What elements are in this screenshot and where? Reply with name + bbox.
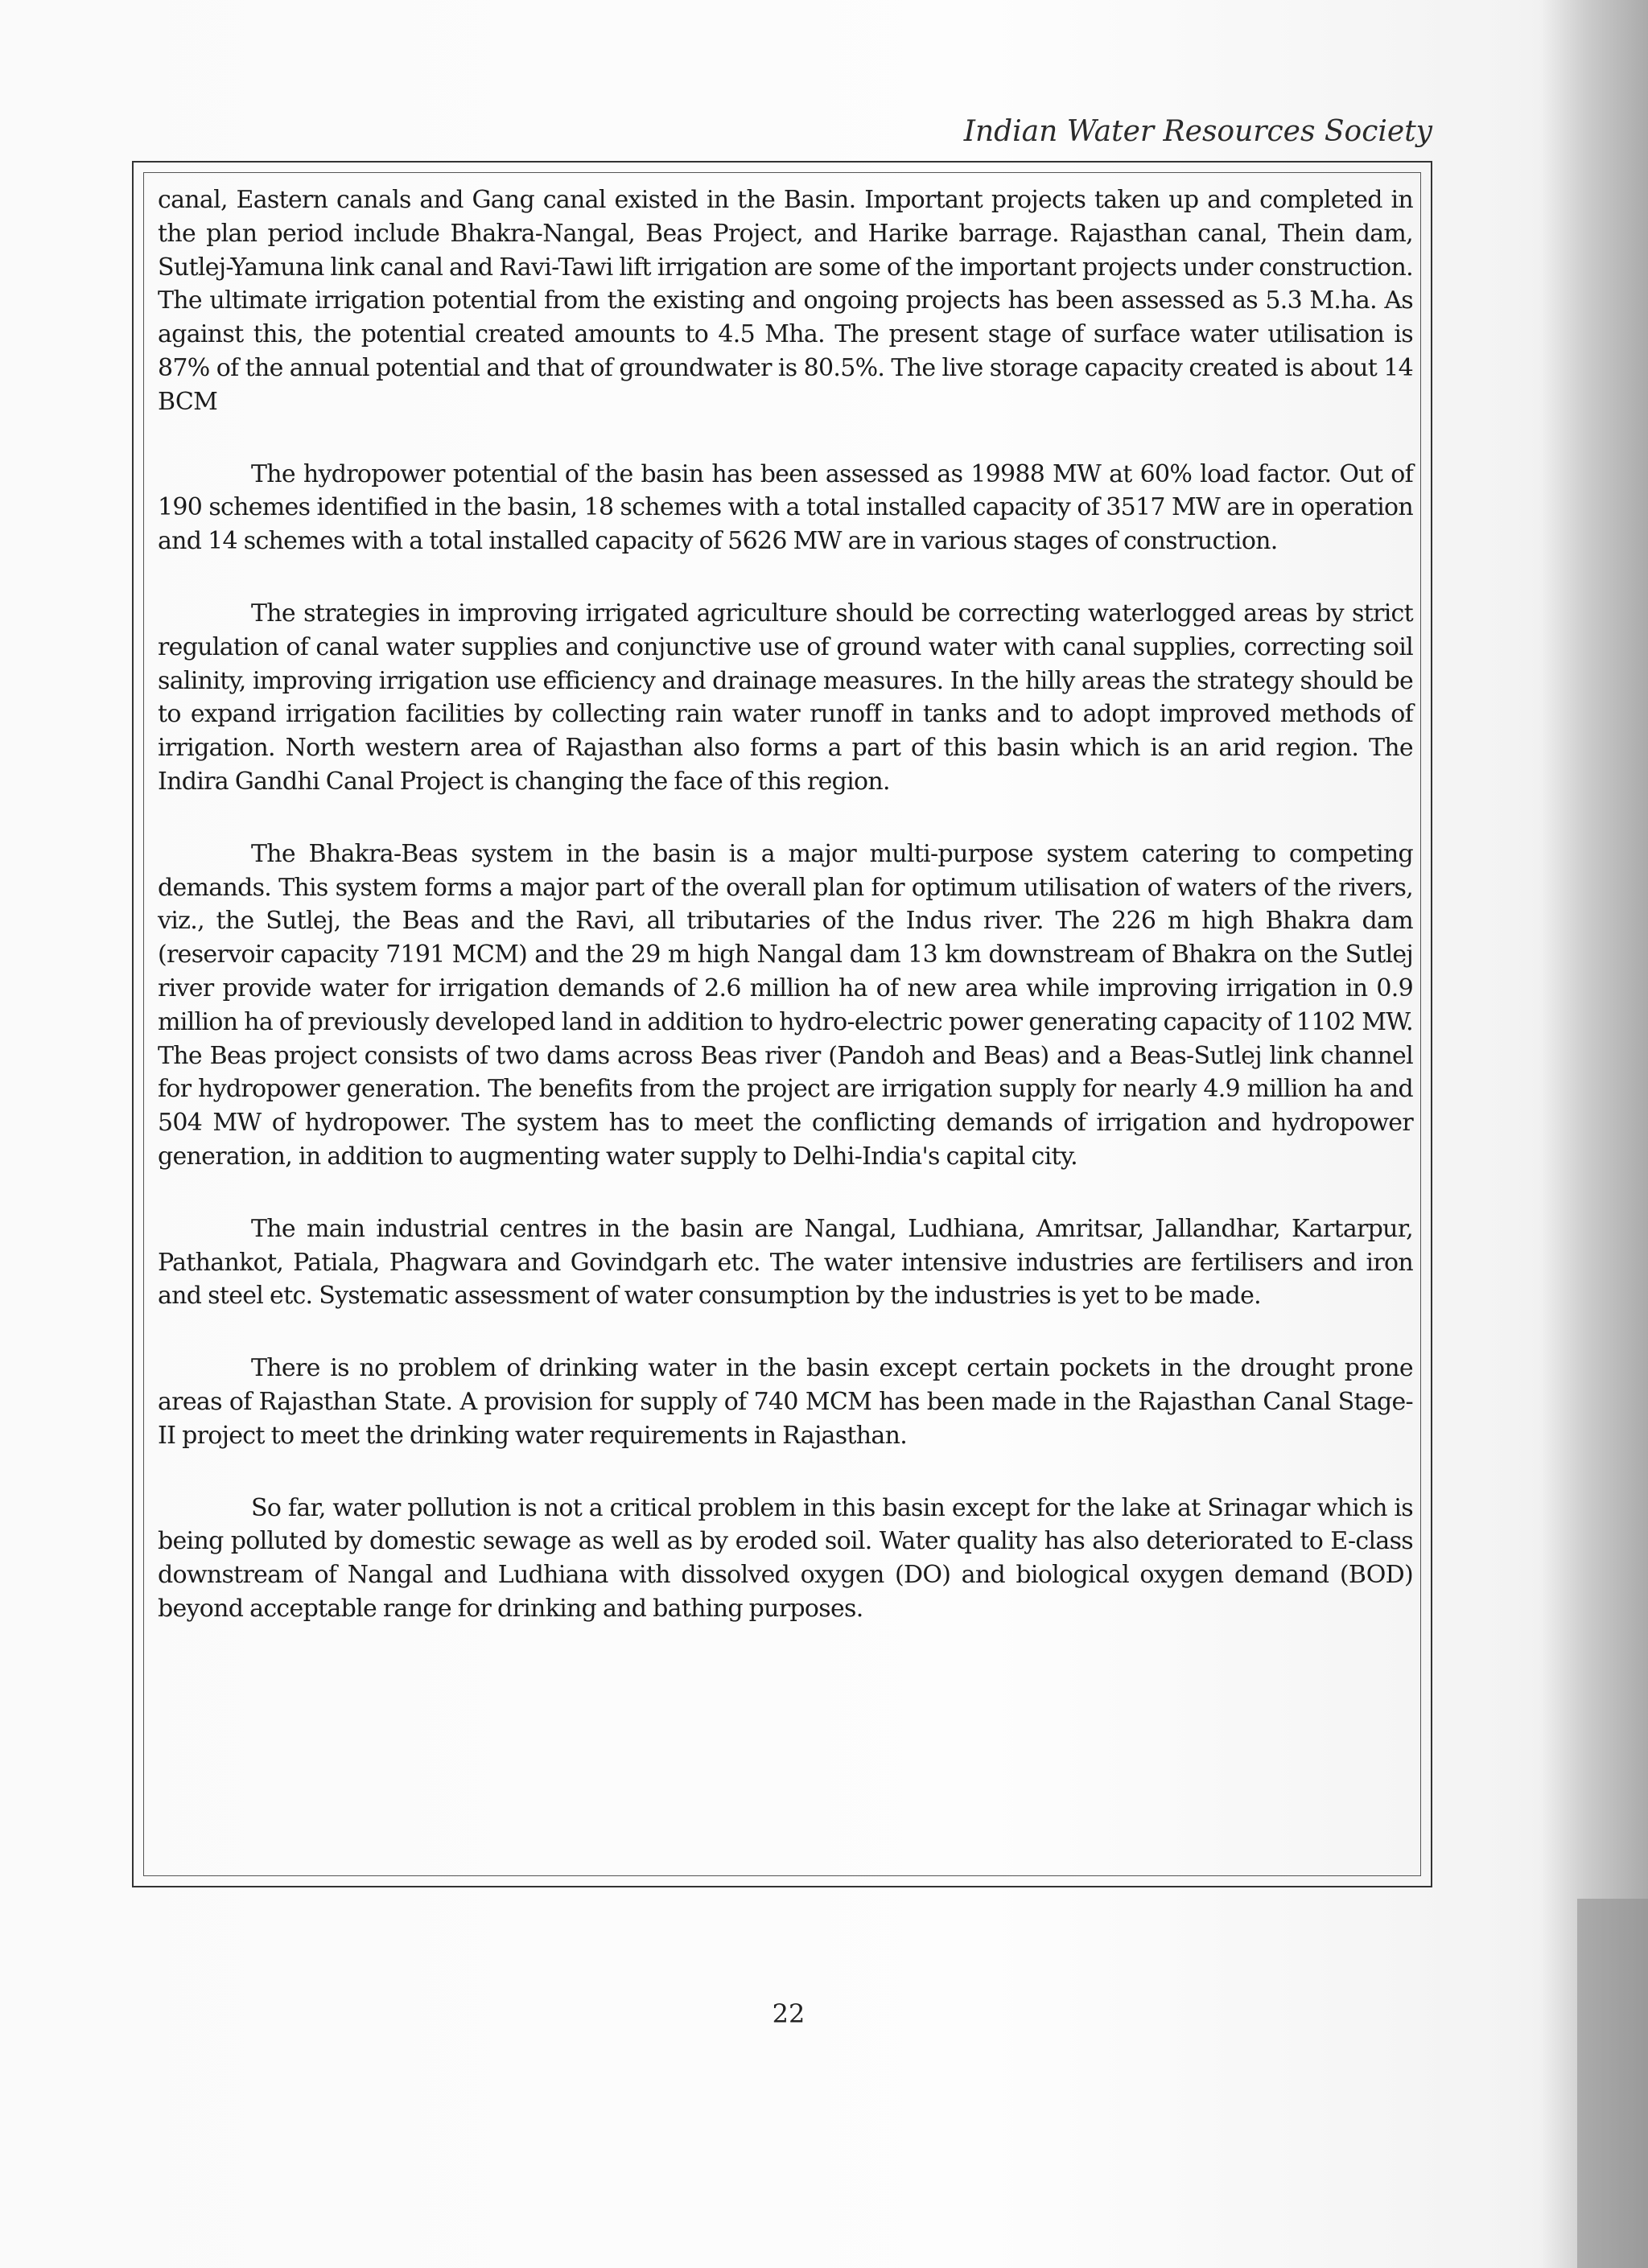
paragraph-hydropower: The hydropower potential of the basin has been assessed as 19988 MW at 60% load factor. Out of 190 schemes identified in the basin, 18 schemes with a total installed capacity of 3517 MW are in operation and 14 schemes with a total installed capacity of 5626 MW are in various stages of construction. bbox=[158, 459, 1413, 556]
body-text bbox=[158, 183, 1413, 1665]
paragraph-bhakra-beas: The Bhakra-Beas system in the basin is a major multi-purpose system catering to competing demands. This system forms a major part of the overall plan for optimum utilisation of waters of the rivers, viz., the Sutlej, the Beas and the Ravi, all tributaries of the Indus river. The 226 m high Bhakra dam (reservoir capacity 7191 MCM) and the 29 m high Nangal dam 13 km downstream of Bhakra on the Sutlej river provide water for irrigation demands of 2.6 million ha of new area while improving irrigation in 0.9 million ha of previously developed land in addition to hydro-electric power generating capacity of 1102 MW. The Beas project consists of two dams across Beas river (Pandoh and Beas) and a Beas-Sutlej link channel for hydropower generation. The benefits from the project are irrigation supply for nearly 4.9 million ha and 504 MW of hydropower. The system has to meet the conflicting demands of irrigation and hydropower generation, in addition to augmenting water supply to Delhi-India's capital city. bbox=[158, 839, 1413, 1171]
page-corner-shade bbox=[1577, 1899, 1648, 2268]
paragraph-industrial-centres: The main industrial centres in the basin are Nangal, Ludhiana, Amritsar, Jallandhar, Kartarpur, Pathankot, Patiala, Phagwara and Govindgarh etc. The water intensive industries are fertilisers and iron and steel etc. Systematic assessment of water consumption by the industries is yet to be made. bbox=[158, 1214, 1413, 1311]
page-number: 22 bbox=[772, 1998, 805, 2029]
paragraph-irrigation-projects: canal, Eastern canals and Gang canal existed in the Basin. Important projects taken up and completed in the plan period include Bhakra-Nangal, Beas Project, and Harike barrage. Rajasthan canal, Thein dam, Sutlej-Yamuna link canal and Ravi-Tawi lift irrigation are some of the important projects under construction. The ultimate irrigation potential from the existing and ongoing projects has been assessed as 5.3 M.ha. As against this, the potential created amounts to 4.5 Mha. The present stage of surface water utilisation is 87% of the annual potential and that of groundwater is 80.5%. The live storage capacity created is about 14 BCM bbox=[158, 186, 1413, 416]
running-header: Indian Water Resources Society bbox=[963, 115, 1432, 148]
paragraph-drinking-water: There is no problem of drinking water in the basin except certain pockets in the drought prone areas of Rajasthan State. A provision for supply of 740 MCM has been made in the Rajasthan Canal Stage-II project to meet the drinking water requirements in Rajasthan. bbox=[158, 1354, 1413, 1450]
paragraph-water-pollution: So far, water pollution is not a critical problem in this basin except for the lake at Srinagar which is being polluted by domestic sewage as well as by eroded soil. Water quality has also deteriorated to E-class downstream of Nangal and Ludhiana with dissolved oxygen (DO) and biological oxygen demand (BOD) beyond acceptable range for drinking and bathing purposes. bbox=[158, 1493, 1413, 1623]
paragraph-irrigation-strategies: The strategies in improving irrigated agriculture should be correcting waterlogged areas by strict regulation of canal water supplies and conjunctive use of ground water with canal supplies, correcting soil salinity, improving irrigation use efficiency and drainage measures. In the hilly areas the strategy should be to expand irrigation facilities by collecting rain water runoff in tanks and to adopt improved methods of irrigation. North western area of Rajasthan also forms a part of this basin which is an arid region. The Indira Gandhi Canal Project is changing the face of this region. bbox=[158, 599, 1413, 796]
